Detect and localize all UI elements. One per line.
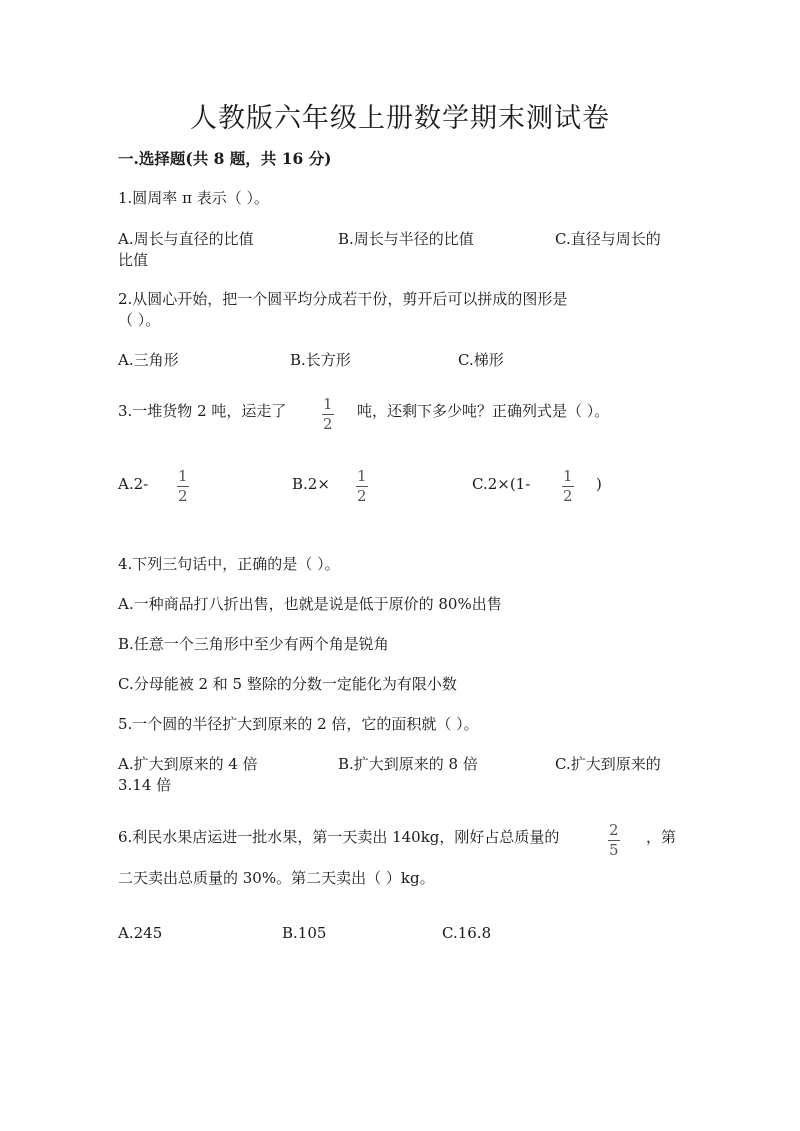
question-6-fraction bbox=[607, 822, 621, 859]
question-2-option-b: B.长方形 bbox=[290, 351, 351, 369]
question-5-option-c: C.扩大到原来的 bbox=[555, 755, 661, 773]
question-3-option-a-fraction bbox=[176, 468, 190, 505]
question-4-stem: 4.下列三句话中，正确的是（ ）。 bbox=[118, 555, 340, 573]
question-2-option-c: C.梯形 bbox=[458, 351, 504, 369]
question-1-option-c: C.直径与周长的 bbox=[555, 230, 661, 248]
question-4-option-a: A.一种商品打八折出售，也就是说是低于原价的 80%出售 bbox=[118, 595, 502, 613]
fraction-numerator: 1 bbox=[563, 467, 573, 485]
question-3-option-c-close: ) bbox=[596, 475, 602, 493]
fraction-denominator: 2 bbox=[563, 487, 573, 505]
question-6-option-c: C.16.8 bbox=[442, 924, 492, 942]
question-6-stem-end: ，第 bbox=[646, 828, 677, 846]
fraction-denominator: 2 bbox=[323, 415, 333, 433]
question-1-stem: 1.圆周率 π 表示（ ）。 bbox=[118, 189, 269, 207]
question-6-option-a: A.245 bbox=[118, 924, 163, 942]
question-5-option-c-wrap: 3.14 倍 bbox=[118, 776, 172, 794]
question-6-stem-start: 6.利民水果店运进一批水果，第一天卖出 140kg，刚好占总质量的 bbox=[118, 828, 560, 846]
question-2-stem: 2.从圆心开始，把一个圆平均分成若干份，剪开后可以拼成的图形是 bbox=[118, 290, 568, 308]
question-6-stem-wrap: 二天卖出总质量的 30%。第二天卖出（ ）kg。 bbox=[118, 869, 435, 887]
question-5-option-b: B.扩大到原来的 8 倍 bbox=[338, 755, 478, 773]
question-3-option-c-fraction bbox=[561, 468, 575, 505]
question-3-stem-end: 吨，还剩下多少吨？正确列式是（ ）。 bbox=[357, 402, 610, 420]
question-3-option-a: A.2- bbox=[118, 475, 149, 493]
question-1-option-c-wrap: 比值 bbox=[118, 251, 149, 269]
fraction-numerator: 1 bbox=[178, 467, 188, 485]
question-3-option-c: C.2×(1- bbox=[472, 475, 531, 493]
question-5-stem: 5.一个圆的半径扩大到原来的 2 倍，它的面积就（ ）。 bbox=[118, 715, 479, 733]
fraction-numerator: 2 bbox=[609, 821, 619, 839]
question-4-option-c: C.分母能被 2 和 5 整除的分数一定能化为有限小数 bbox=[118, 675, 457, 693]
fraction-numerator: 1 bbox=[357, 467, 367, 485]
question-5-option-a: A.扩大到原来的 4 倍 bbox=[118, 755, 258, 773]
page-title: 人教版六年级上册数学期末测试卷 bbox=[190, 103, 610, 134]
fraction-numerator: 1 bbox=[323, 395, 333, 413]
question-3-stem-start: 3.一堆货物 2 吨，运走了 bbox=[118, 402, 287, 420]
question-1-option-b: B.周长与半径的比值 bbox=[338, 230, 474, 248]
question-2-option-a: A.三角形 bbox=[118, 351, 179, 369]
question-3-option-b: B.2× bbox=[292, 475, 330, 493]
section-heading: 一.选择题(共 8 题，共 16 分) bbox=[118, 149, 332, 168]
question-6-option-b: B.105 bbox=[282, 924, 327, 942]
question-3-option-b-fraction bbox=[355, 468, 369, 505]
fraction-denominator: 2 bbox=[357, 487, 367, 505]
fraction-denominator: 2 bbox=[178, 487, 188, 505]
question-1-option-a: A.周长与直径的比值 bbox=[118, 230, 254, 248]
question-2-stem-wrap: （ ）。 bbox=[118, 311, 161, 329]
question-3-fraction bbox=[321, 396, 335, 433]
fraction-denominator: 5 bbox=[609, 841, 619, 859]
question-4-option-b: B.任意一个三角形中至少有两个角是锐角 bbox=[118, 635, 389, 653]
